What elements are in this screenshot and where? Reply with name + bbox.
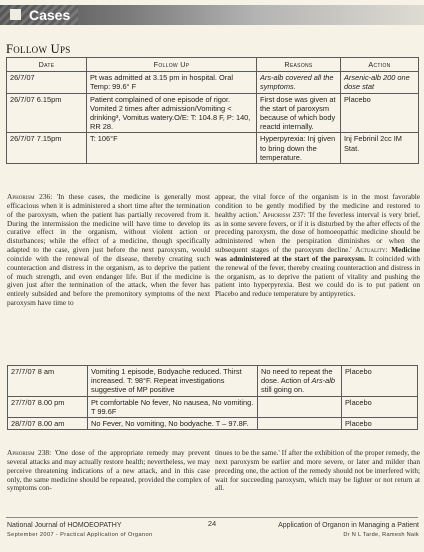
header-follow-up: Follow Up [87,58,257,72]
action-cell: Inj Febrinil 2cc IM Stat. [341,133,419,164]
header-reasons: Reasons [257,58,341,72]
aphorism-238-continued-column [215,449,420,511]
date-cell: 27/7/07 8.00 pm [8,396,88,417]
aphorism-236-column [7,193,210,363]
paragraph-text: It coincided with the renewal of the fever, thereby creating counteraction and distress in the organism, as to deprive the patient of vitality and pushing the patient into hyperpyrexia. Best we could do is to put patient on Placebo and reduce temperature by antipyretics. [215,253,420,299]
reasons-cell [258,396,342,417]
paragraph-text: tinues to be the same.' If after the exhibition of the proper remedy, the next paroxysm be earlier and more severe, or later and milder than preceding one, the action of the remedy should not be interfered with; wait for succeeding paroxysm, which may be lighter or not return at all. [215,449,420,493]
table-row [8,396,418,417]
article-title: Application of Organon in Managing a Patient [278,522,419,529]
section-header-bar [0,5,424,25]
section-header-title: Cases [29,7,71,23]
date-cell: 26/7/07 6.15pm [7,93,87,133]
aphorism-label: Aphorism 236: [7,193,53,201]
action-cell: Placebo [341,93,419,133]
date-cell: 26/7/07 7.15pm [7,133,87,164]
page-number: 24 [207,519,217,528]
action-cell: Placebo [342,366,418,397]
followup-cell: Vomiting 1 episode, Bodyache reduced. Thirst increased. T: 98°F. Repeat investigations suggestive of MP positive [88,366,258,397]
aphorism-237-column [215,193,420,363]
followup-cell: Patient complained of one episode of rigor. Vomited 2 times after admission/Vomiting < drinking³, Vomitus watery.O/E: T: 104.8 F, P: 140, RR 28. [87,93,257,133]
reasons-text: still going on. [261,385,305,395]
date-cell: 28/7/07 8.00 am [8,418,88,430]
table-row [7,93,419,133]
action-cell: Placebo [342,396,418,417]
article-author: Dr N L Tarde, Ramesh Naik [343,532,419,538]
follow-up-table-1 [6,57,419,164]
header-square-icon [10,9,21,20]
paragraph-text: 'One dose of the appropriate remedy may prevent several attacks and may actually restore health; nevertheless, we may perceive threatening indications of a new attack, and in this case only, the same medicine should be repeated, provided the complex of symptoms con- [7,449,210,493]
header-action: Action [341,58,419,72]
aphorism-label: Aphorism 237: [262,209,306,219]
reasons-cell [258,366,342,397]
bold-text: Medicine was administered at the start of the paroxysm. [215,245,420,263]
action-cell: Arsenic-alb 200 one dose stat [341,72,419,93]
paragraph-text: 'If the feverless interval is very brief, as in some severe fevers, or if it is disturbed by the after effects of the preceding paroxysm, the dose of homoeopathic medicine should be administered when the perspiration diminishes or when the subsequent stages of the paroxysm decline.' [215,209,420,255]
reasons-text: No need to repeat the dose. Action of [261,367,333,386]
table-row [8,418,418,430]
footer-divider [6,517,418,518]
reasons-cell [258,418,342,430]
followup-cell: No Fever, No vomiting, No bodyache. T – 97.8F. [88,418,258,430]
table-header-row [7,58,419,72]
follow-ups-title: Follow Ups [6,42,71,56]
date-cell: 27/7/07 8 am [8,366,88,397]
table-row [8,366,418,397]
table-row [7,72,419,93]
journal-name: National Journal of HOMOEOPATHY [7,522,122,529]
follow-up-table-2 [7,365,418,430]
header-date: Date [7,58,87,72]
followup-cell: Pt was admitted at 3.15 pm in hospital. Oral Temp: 99.6° F [87,72,257,93]
aphorism-label: Aphorism 238: [7,449,52,457]
paragraph-text: appear, the vital force of the organism is in the most favorable condition to be gently modified by the medicine and restored to healthy action.' [215,193,420,219]
aphorism-238-column [7,449,210,511]
table-row [7,133,419,164]
reasons-cell: First dose was given at the start of paroxysm because of which body reactd internally. [257,93,341,133]
action-cell: Placebo [342,418,418,430]
paragraph-text: 'In these cases, the medicine is generally most efficacious when it is administered a short time after the termination of the paroxysm, when the patient has partially recovered from it. During the intermission the medicine will have time to develop its curative effect in the organism, without violent action or disturbances; while the effect of a medicine, though specifically adapted to the case, given just before the next paroxysm, would coincide with the renewal of the disease, thereby creating such counteraction and distress in the organism, as to deprive the patient of much strength, and even endanger life. But if the medicine is given just after the termination of the attack, when the fever has entirely subsided and before the premonitory symptoms of the next paroxysm have time to [7,193,210,308]
followup-cell: T: 106°F [87,133,257,164]
remedy-name: Ars-alb [311,376,335,386]
reasons-cell: Ars-alb covered all the symptoms. [257,72,341,93]
actuality-label: Actuality: [355,245,388,255]
followup-cell: Pt comfortable No fever, No nausea, No vomiting. T 99.6F [88,396,258,417]
reasons-cell: Hyperpyrexia: Inj given to bring down the temperature. [257,133,341,164]
date-cell: 26/7/07 [7,72,87,93]
issue-line: September 2007 - Practical Application of Organon [7,532,153,538]
